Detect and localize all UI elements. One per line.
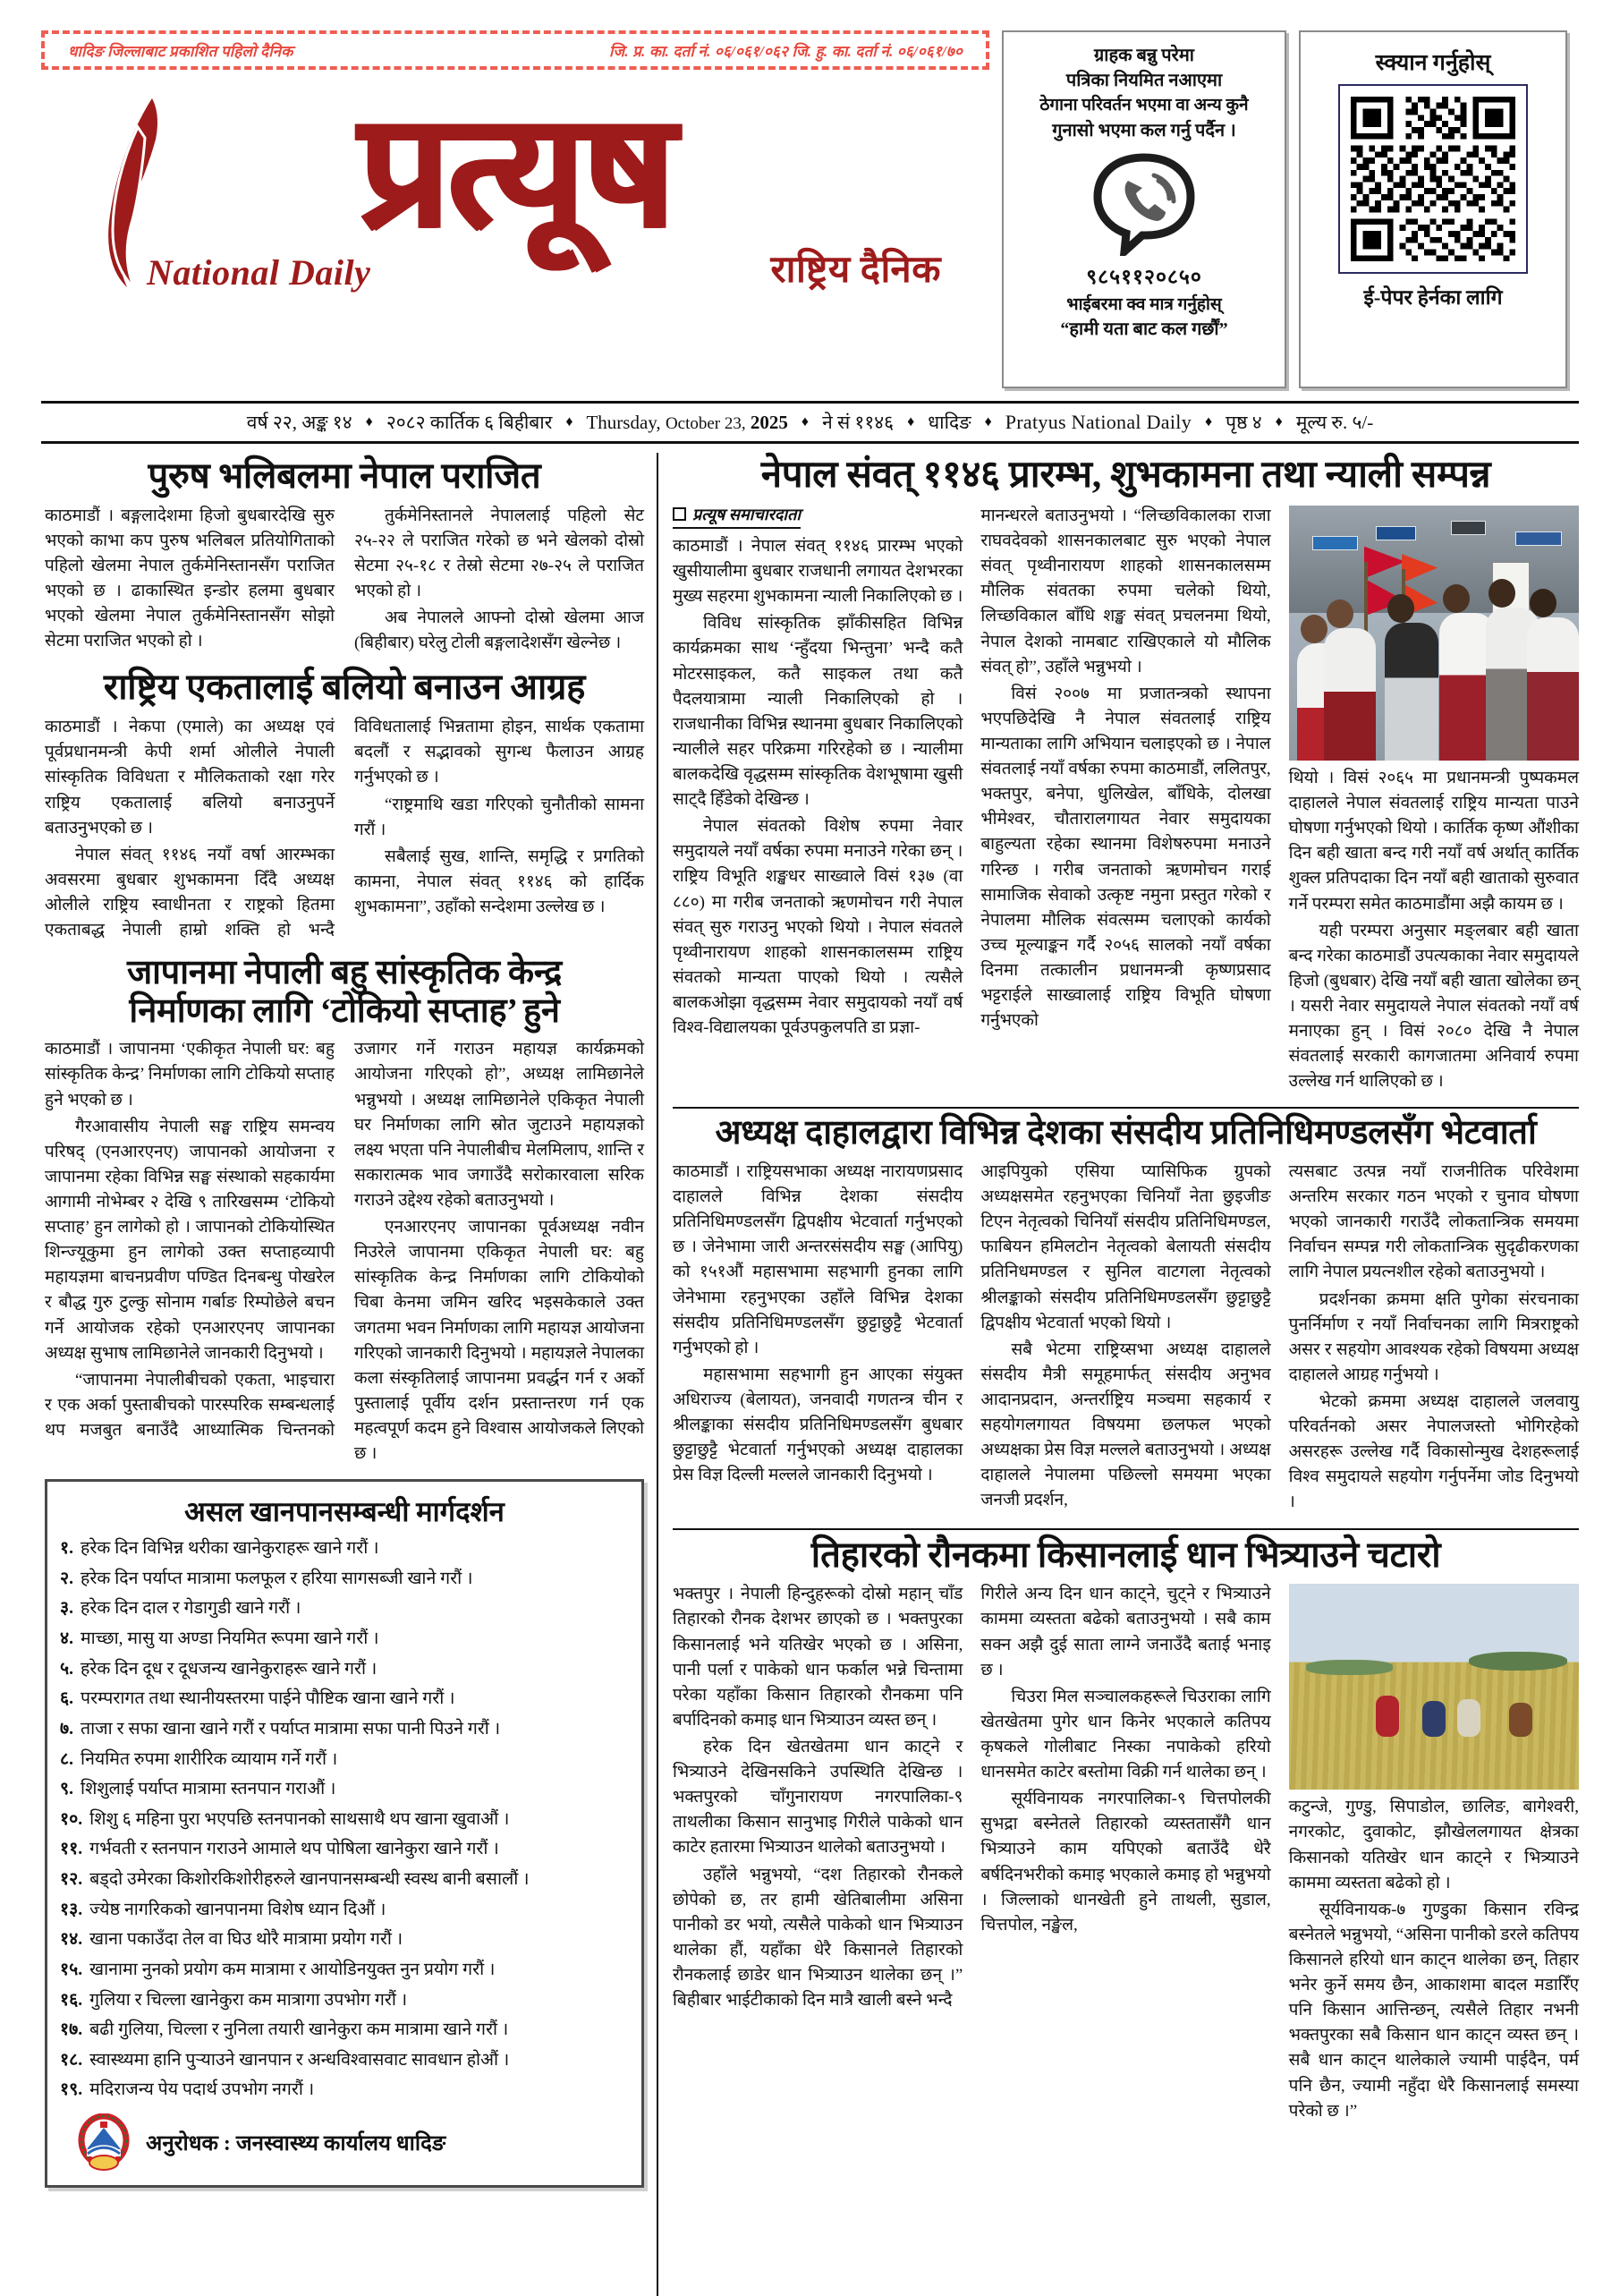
article-volleyball[interactable] <box>45 456 644 657</box>
photo-detail <box>1376 526 1416 540</box>
health-box-footer-text: अनुरोधक : जनस्वास्थ्य कार्यालय धादिङ <box>146 2132 446 2156</box>
photo-detail <box>1385 623 1438 761</box>
photo-detail <box>1422 1701 1446 1737</box>
paddy-harvest-field-photo <box>1289 1584 1579 1790</box>
article-national-unity-headline: राष्ट्रिय एकतालाई बलियो बनाउन आग्रह <box>103 667 586 708</box>
paragraph: अब नेपालले आफ्नो दोस्रो खेलमा आज (बिहीबार) घरेलु टोली बङ्गलादेशसँग खेल्नेछ । <box>354 608 644 653</box>
paragraph: सूर्यविनायक नगरपालिका-९ चित्तपोलकी सुभद्रा बस्नेतले तिहारको व्यस्ततासँगै धान भित्र्याउने काम यपिएको बताउँदै धेरै बर्षदिनभरीको कमाइ भएकाले कमाइ हो भन्नुभयो । जिल्लाको धानखेती हुने ताथली, सुडाल, चित्तपोल, नङ्खेल, <box>980 1790 1271 1935</box>
item-text: शिशुलाई पर्याप्त मात्रामा स्तनपान गराऔं । <box>81 1780 336 1799</box>
qr-code-icon[interactable] <box>1338 84 1528 274</box>
item-text: गुलिया र चिल्ला खानेकुरा कम मात्रागा उपभोग गरौं । <box>89 1990 408 2010</box>
article-dahal-meetings[interactable] <box>673 1107 1579 1517</box>
health-box-title: असल खानपानसम्बन्धी मार्गदर्शन <box>184 1496 505 1528</box>
paragraph: काठमाडौं । जापानमा ‘एकीकृत नेपाली घर: बहु सांस्कृतिक केन्द्र’ निर्माणका लागि टोकियो सप्ताह हुने भएको छ । <box>45 1040 335 1110</box>
list-item <box>60 1597 629 1620</box>
article-dahal-body <box>673 1160 1579 1518</box>
subscribe-box <box>1002 30 1286 388</box>
list-item <box>60 2049 629 2072</box>
list-item <box>60 1928 629 1952</box>
list-item <box>60 1959 629 1982</box>
logo-wrap <box>41 70 989 320</box>
english-weekday: Thursday, <box>586 411 661 433</box>
paragraph: मानन्धरले बताउनुभयो । “लिच्छविकालका राजा राघवदेवको शासनकालबाट सुरु भएको नेपाल संवत् पृथ्वीनारायण शाहको शासनकालसम्म मौलिक संवतका रुपमा चलेको थियो, लिच्छविकाल बाँधि शङ्ख संवत् प्रचलनमा थियो, नेपाल देशको नामबाट राखिएकाले यो मौलिक संवत् हो”, उहाँले भन्नुभयो । <box>980 506 1271 676</box>
subscribe-quote: “हामी यता बाट कल गर्छौं” <box>1060 319 1228 340</box>
lead-col-b <box>980 504 1270 1096</box>
article-tokyo-week[interactable] <box>45 954 644 1467</box>
list-item <box>60 1868 629 1892</box>
item-number: ८. <box>60 1749 74 1769</box>
paragraph: “जापानमा नेपालीबीचको एकता, भाइचारा र एक अर्का पुस्ताबीचको पारस्परिक सम्बन्धलाई थप मजबुत बनाउँदै आध्यात्मिक चिन्तनको उजागर गर्ने गराउन महायज्ञ कार्यक्रमको आयोजना गरिएको हो”, अध्यक्ष लामिछानेले भन्नुभयो । अध्यक्ष लामिछानेले एकिकृत नेपाली घर निर्माणका लागि स्रोत जुटाउने महायज्ञको लक्ष्य भएता पनि नेपालीबीच मेलमिलाप, शान्ति र सकारात्मक भाव जगाउँदै सरोकारवाला सरिक गराउने उद्देश्य रहेको बताउनुभयो । <box>45 1040 644 1440</box>
dahal-col-c <box>1289 1160 1579 1518</box>
logo-nepali-subtitle: राष्ट्रिय दैनिक <box>770 250 941 292</box>
photo-detail <box>1327 600 1353 628</box>
item-text: मदिराजन्य पेय पदार्थ उपभोग नगरौं । <box>89 2080 315 2100</box>
item-number: ११. <box>60 1840 83 1859</box>
logo-english-subtitle: National Daily <box>147 252 371 293</box>
list-item <box>60 1808 629 1832</box>
list-item <box>60 1899 629 1922</box>
item-text: गर्भवती र स्तनपान गराउने आमाले थप पोषिला खानेकुरा खाने गरौं । <box>89 1840 499 1859</box>
photo-detail <box>1387 594 1414 623</box>
paragraph: भेटको क्रममा अध्यक्ष दाहालले जलवायु परिवर्तनको असर नेपालजस्तो भोगिरहेको असरहरू उल्लेख गर्दै विकासोन्मुख देशहरूलाई विश्व समुदायले सहयोग गर्नुपर्नेमा जोड दिनुभयो । <box>1288 1391 1579 1512</box>
subscribe-line-4: गुनासो भएमा कल गर्नु पर्दैन । <box>1052 120 1236 140</box>
english-date: October 23, <box>665 413 746 433</box>
item-number: ५. <box>60 1659 74 1679</box>
photo-detail <box>1324 628 1376 761</box>
photo-detail <box>1312 536 1359 550</box>
health-box-footer <box>60 2113 629 2173</box>
paragraph: काठमाडौं । नेकपा (एमाले) का अध्यक्ष एवं पूर्वप्रधानमन्त्री केपी शर्मा ओलीले नेपाली सांस्कृतिक विविधता र मौलिकताको रक्षा गरेर राष्ट्रिय एकतालाई बलियो बनाउनुपर्ने बताउनुभएको छ । <box>45 718 335 838</box>
list-item <box>60 1688 629 1711</box>
qr-title: स्क्यान गर्नुहोस् <box>1375 51 1491 75</box>
nepal-government-emblem-icon <box>76 2113 131 2173</box>
subscribe-line-1: ग्राहक बन्नु परेमा <box>1094 46 1194 65</box>
list-item <box>60 1537 629 1560</box>
item-text: हरेक दिन विभिन्न थरीका खानेकुराहरू खाने गरौं । <box>81 1539 379 1559</box>
list-item <box>60 1658 629 1681</box>
article-nepal-sambat-body <box>673 504 1579 1096</box>
article-volleyball-body <box>45 504 644 658</box>
registration-right-text: जि. प्र. का. दर्ता नं. ०६/०६१/०६२ जि. हु. का. दर्ता नं. ०६/०६१/७० <box>608 42 963 60</box>
photo-detail <box>1451 521 1486 535</box>
item-number: २. <box>60 1569 74 1588</box>
photo-detail <box>1457 1699 1480 1737</box>
paragraph: गिरीले अन्य दिन धान काट्ने, चुट्ने र भित्र्याउने काममा व्यस्तता बढेको बताउनुभयो । सबै काम सक्न अझै दुई साता लाग्ने जनाउँदै बताई भनाइ छ । <box>980 1585 1271 1679</box>
dahal-col-b <box>980 1160 1270 1518</box>
diamond-separator-1: ♦ <box>365 414 373 429</box>
item-number: १९. <box>60 2080 83 2100</box>
paragraph: विविध सांस्कृतिक झाँकीसहित विभिन्न कार्यक्रमका साथ ‘न्हुँदया भिन्तुना’ भन्दै कतै मोटरसाइकल, कतै साइकल तथा कतै पैदलयात्रामा न्याली निकालिएको हो । राजधानीका विभिन्न स्थानमा बुधबार निकालिएको न्यालीले सहर परिक्रमा गरिरहेको छ । न्यालीमा बालकदेखि वृद्धसम्म सांस्कृतिक वेशभूषामा खुसी साट्दै हिँडेको देखिन्छ । <box>673 614 963 810</box>
nepal-sambat: ने सं ११४६ <box>822 412 895 433</box>
masthead-logo-area <box>41 30 989 388</box>
health-guidance-box <box>45 1479 644 2187</box>
subscribe-line-2: पत्रिका नियमित नआएमा <box>1065 71 1223 91</box>
logo-wordmark: प्रत्यूष <box>358 82 673 260</box>
photo-detail <box>1515 531 1562 546</box>
item-text: माच्छा, मासु या अण्डा नियमित रूपमा खाने गरौं । <box>81 1629 379 1649</box>
item-number: १४. <box>60 1930 83 1950</box>
item-number: १. <box>60 1539 74 1559</box>
article-tihar-headline: तिहारको रौनकमा किसानलाई धान भित्र्याउने चटारो <box>810 1534 1441 1575</box>
column-left <box>41 453 658 2296</box>
page-count: पृष्ठ ४ <box>1226 412 1262 433</box>
subscribe-line-3: ठेगाना परिवर्तन भएमा वा अन्य कुनै <box>1039 95 1249 115</box>
qr-caption: ई-पेपर हेर्नका लागि <box>1363 286 1503 309</box>
paragraph: काठमाडौं । राष्ट्रियसभाका अध्यक्ष नारायणप्रसाद दाहालले विभिन्न देशका संसदीय प्रतिनिधिमण्डलसँग द्विपक्षीय भेटवार्ता गर्नुभएको छ । जेनेभामा जारी अन्तरसंसदीय सङ्घ (आपियु) को १५१औं महासभामा सहभागी हुनका लागि जेनेभामा रहनुभएका उहाँले विभिन्न देशका संसदीय प्रतिनिधिमण्डलसँग छुट्टाछुट्टै भेटवार्ता गर्नुभएको हो । <box>673 1162 963 1357</box>
paragraph: उहाँले भन्नुभयो, “दश तिहारको रौनकले छोपेको छ, तर हामी खेतिबालीमा असिना पानीको डर भयो, त्यसैले पाकेको धान भित्र्याउन थालेका हौं, यहाँका धेरै किसानले तिहारको रौनकलाई छाडेर धान भित्र्याउन थालेका छन् ।” बिहीबार भाईटीकाको दिन मात्रै खाली बस्ने भन्दै <box>673 1865 963 2011</box>
list-item <box>60 1989 629 2012</box>
item-text: बड्दो उमेरका किशोरकिशोरीहरुले खानपानसम्बन्धी स्वस्थ बानी बसालौं । <box>89 1870 530 1890</box>
photo-detail <box>1469 1652 1567 1671</box>
item-number: १७. <box>60 2020 83 2040</box>
list-item <box>60 1748 629 1772</box>
health-guidance-list <box>60 1537 629 2102</box>
paragraph: सबैलाई सुख, शान्ति, समृद्धि र प्रगतिको कामना, नेपाल संवत् ११४६ को हार्दिक शुभकामना”, उहाँको सन्देशमा उल्लेख छ । <box>354 846 644 917</box>
nepal-sambat-parade-photo <box>1289 506 1579 761</box>
paragraph: तुर्कमेनिस्तानले नेपाललाई पहिलो सेट २५-२२ ले पराजित गरेको छ भने खेलको दोस्रो सेटमा २५-१८ र तेस्रो सेटमा २७-२५ ले पराजित भएको हो । <box>354 506 644 601</box>
paragraph: थियो । विसं २०६५ मा प्रधानमन्त्री पुष्पकमल दाहालले नेपाल संवतलाई राष्ट्रिय मान्यता पाउने घोषणा गर्नुभएको थियो । कार्तिक कृष्ण औंशीका दिन बही खाता बन्द गरी नयाँ वर्ष अर्थात् कार्तिक शुक्ल प्रतिपदाका दिन नयाँ बही खाताको सुरुवात गर्ने परम्परा समेत काठमाडौंमा अझै कायम छ । <box>1288 769 1579 914</box>
photo-detail <box>1509 1703 1532 1737</box>
subscribe-note: भाईबरमा क्व मात्र गर्नुहोस् <box>1066 295 1222 315</box>
item-number: १०. <box>60 1809 83 1829</box>
item-text: परम्परागत तथा स्थानीयस्तरमा पाईने पौष्टिक खाना खाने गरौं । <box>81 1689 455 1709</box>
article-tihar-paddy[interactable] <box>673 1528 1579 2126</box>
item-number: १८. <box>60 2050 83 2070</box>
item-number: ४. <box>60 1629 74 1649</box>
paragraph: नेपाल संवत् ११४६ नयाँ वर्षा आरम्भका अवसरमा बुधबार शुभकामना दिँदै अध्यक्ष ओलीले राष्ट्रिय स्वाधीनता र राष्ट्रको हितमा एकताबद्ध नेपाली हाम्रो शक्ति हो भन्दै विविधतालाई भिन्नतामा होइन, सार्थक एकतामा बदलौं र सद्भावको सुगन्ध फैलाउन आग्रह गर्नुभएको छ । <box>45 718 644 940</box>
diamond-separator-5: ♦ <box>984 414 992 429</box>
list-item <box>60 2019 629 2042</box>
headline-line-2: निर्माणका लागि ‘टोकियो सप्ताह’ हुने <box>129 991 560 1030</box>
list-item <box>60 1628 629 1651</box>
item-text: हरेक दिन दाल र गेडागुडी खाने गरौं । <box>81 1599 301 1619</box>
item-text: शिशु ६ महिना पुरा भएपछि स्तनपानको साथसाथै थप खाना खुवाऔं । <box>89 1809 510 1829</box>
item-number: १३. <box>60 1900 83 1919</box>
article-tokyo-week-body <box>45 1037 644 1467</box>
brand-name: Pratyus National Daily <box>1005 411 1192 433</box>
paragraph: त्यसबाट उत्पन्न नयाँ राजनीतिक परिवेशमा अन्तरिम सरकार गठन भएको र चुनाव घोषणा भएको जानकारी गराउँदै लोकतान्त्रिक समयमा निर्वाचन सम्पन्न गरी लोकतान्त्रिक सुदृढीकरणका लागि नेपाल प्रयत्नशील रहेको बताउनुभयो । <box>1288 1162 1579 1282</box>
paragraph: विसं २००७ मा प्रजातन्त्रको स्थापना भएपछिदेखि नै नेपाल संवतलाई राष्ट्रिय मान्यताका लागि अभियान चलाइएको छ । नेपाल संवतलाई नयाँ वर्षका रुपमा काठमाडौं, ललितपुर, भक्तपुर, बनेपा, धुलिखेल, बाँधिकेे, दोलखा भीमेश्वर, चौतारालगायत नेवार समुदायका बाहुल्यता रहेका स्थानमा विशेषरुपमा मनाउने गरिन्छ । गरीब जनताको ऋणमोचन गराई सामाजिक सेवाको उत्कृष्ट नमुना प्रस्तुत गरेको र नेपालमा मौलिक संवत्सम्म चलाएको कार्यको उच्च मूल्याङ्कन गर्दै २०५६ सालको नयाँ वर्षका दिनमा तत्कालीन प्रधानमन्त्री कृष्णप्रसाद भट्टराईले साख्वालाई राष्ट्रिय विभूति घोषणा गर्नुभएको <box>980 684 1271 1031</box>
item-text: ज्येष्ठ नागरिकको खानपानमा विशेष ध्यान दिऔं । <box>89 1900 386 1919</box>
paragraph: कटुन्जे, गुण्डु, सिपाडोल, छालिङ, बागेश्वरी, नगरकोट, दुवाकोट, झौखेललगायत क्षेत्रका किसानको यतिखेर धान काट्ने र भित्र्याउने काममा व्यस्तता बढेको हो । <box>1288 1798 1579 1892</box>
price: मूल्य रु. ५/- <box>1295 412 1374 433</box>
english-year: 2025 <box>750 411 788 433</box>
content-grid <box>41 453 1579 2296</box>
photo-detail <box>1530 589 1556 617</box>
paragraph: गैरआवासीय नेपाली सङ्घ राष्ट्रिय समन्वय परिषद् (एनआरएनए) जापानको आयोजना र जापानमा रहेका विभिन्न सङ्घ संस्थाको सहकार्यमा आगामी नोभेम्बर २ देखि ९ तारिखसम्म ‘टोकियो सप्ताह’ हुन लागेको हो । जापानको टोकियोस्थित शिन्ज्यूकुमा हुन लागेको उक्त सप्ताहव्यापी महायज्ञमा बाचनप्रवीण पण्डित दिनबन्धु पोखरेल र बौद्ध गुरु टुल्कु सोनाम गर्बाङ रिम्पोछेले बचन गर्ने आयोजक रहेको एनआरएनए जापानका अध्यक्ष सुभाष लामिछानेले जानकारी दिनुभयो । <box>45 1117 335 1363</box>
year-issue: वर्ष २२, अङ्क १४ <box>246 412 352 433</box>
item-text: खाना पकाउँदा तेल वा घिउ थोरै मात्रामा प्रयोग गरौं । <box>89 1930 403 1950</box>
photo-detail <box>1376 1696 1399 1737</box>
item-text: बढी गुलिया, चिल्ला र नुनिला तयारी खानेकुरा कम मात्रामा खाने गरौं । <box>89 2020 509 2040</box>
nepali-date: २०८२ कार्तिक ६ बिहीबार <box>386 412 553 433</box>
article-tokyo-week-headline <box>45 954 644 1030</box>
column-right-region <box>658 453 1579 2296</box>
tihar-col-b <box>980 1582 1270 2125</box>
dahal-col-a <box>673 1160 963 1518</box>
section-divider <box>673 1107 1579 1109</box>
english-date-group <box>576 412 797 434</box>
tihar-col-a <box>673 1582 963 2125</box>
date-bar <box>41 401 1579 444</box>
diamond-separator-2: ♦ <box>565 414 573 429</box>
item-text: स्वास्थ्यमा हानि पुऱ्याउने खानपान र अन्धविश्वासवाट सावधान होऔं । <box>89 2050 510 2070</box>
masthead <box>41 30 1579 388</box>
qr-box[interactable] <box>1299 30 1567 388</box>
item-number: ७. <box>60 1719 74 1739</box>
paragraph: “राष्ट्रमाथि खडा गरिएको चुनौतीको सामना गरौं । <box>354 795 644 839</box>
list-item <box>60 1568 629 1591</box>
item-text: हरेक दिन पर्याप्त मात्रामा फलफूल र हरिया सागसब्जी खाने गरौं । <box>81 1569 473 1588</box>
article-tihar-body <box>673 1582 1579 2125</box>
paragraph: प्रदर्शनका क्रममा क्षति पुगेका संरचनाका पुनर्निर्माण र नयाँ निर्वाचनका लागि मित्रराष्ट्रको असर र सहयोग आवश्यक रहेको विषयमा अध्यक्ष दाहालले आग्रह गर्नुभयो । <box>1288 1289 1579 1384</box>
paragraph: नेपाल संवतको विशेष रुपमा नेवार समुदायले नयाँ वर्षका रुपमा मनाउने गरेका छन् । राष्ट्रिय विभूति शङ्खधर साख्वाले विसं १३७ (वा ८८०) मा गरीब जनताको ऋणमोचन गरी नेपाल संवत् सुरु गराउनु भएको थियो । नेपाल संवतले पृथ्वीनारायण शाहको शासनकालसम्म राष्ट्रिय संवतको मान्यता पाएको थियो । त्यसैले बालकओझा वृद्धसम्म नेवार समुदायको नयाँ वर्ष विश्व-विद्यालयका पूर्वउपकुलपति डा प्रज्ञा- <box>673 817 963 1038</box>
paragraph: काठमाडौं । बङ्गलादेशमा हिजो बुधबारदेखि सुरु भएको काभा कप पुरुष भलिबल प्रतियोगिताको पहिलो खेलमा नेपाल तुर्कमेनिस्तानसँग पराजित भएको छ । ढाकास्थित इन्डोर हलमा बुधबार भएको खेलमा नेपाल तुर्कमेनिस्तानसँग सोझो सेटमा पराजित भएको हो । <box>45 506 335 651</box>
article-national-unity[interactable] <box>45 668 644 943</box>
item-number: ३. <box>60 1599 74 1619</box>
list-item <box>60 1838 629 1861</box>
paragraph: भक्तपुर । नेपाली हिन्दुहरूको दोस्रो महान् चाँड तिहारको रौनक देशभर छाएको छ । भक्तपुरका किसानलाई भने यतिखेर भएको छ । असिना, पानी पर्ला र पाकेको धान फर्काल भन्ने चिन्तामा परेका यहाँका किसान तिहारको रौनकमा पनि बर्पादिनको कमाइ धान भित्र्याउन व्यस्त छन् । <box>673 1585 963 1730</box>
paragraph: चिउरा मिल सञ्चालकहरूले चिउराका लागि खेतखेतमा पुगेर धान किनेर भएकाले कतिपय कृषकले गोलीबाट निस्का नपाकेको हरियो धानसमेत काटेर बस्तोमा विक्री गर्न थालेका छन् । <box>980 1687 1271 1782</box>
article-nepal-sambat-headline: नेपाल संवत् ११४६ प्रारम्भ, शुभकामना तथा न्याली सम्पन्न <box>760 455 1491 496</box>
item-number: १२. <box>60 1870 83 1890</box>
item-number: १५. <box>60 1960 83 1979</box>
lead-col-a <box>673 504 963 1096</box>
paragraph: महासभामा सहभागी हुन आएका संयुक्त अधिराज्य (बेलायत), जनवादी गणतन्त्र चीन र श्रीलङ्काका संसदीय प्रतिनिधिमण्डलसँग बुधबार छुट्टाछुट्टै भेटवार्ता गर्नुभएको अध्यक्ष दाहालका प्रेस विज्ञ दिल्ली मल्लले जानकारी दिनुभयो । <box>673 1365 963 1485</box>
article-nepal-sambat-lead[interactable] <box>673 455 1579 1096</box>
paragraph: सबै भेटमा राष्ट्रिय्सभा अध्यक्ष दाहालले संसदीय मैत्री समूहमार्फत् संसदीय अनुभव आदानप्रदान, अन्तर्राष्ट्रिय मञ्चमा सहकार्य र सहयोगलगायत विषयमा छलफल भएको अध्यक्षका प्रेस विज्ञ मल्लले बताउनुभयो । अध्यक्ष दाहालले नेपालमा पछिल्लो समयमा भएका जनजी प्रदर्शन, <box>980 1339 1271 1510</box>
subscribe-phone-number: ९८५११२०८५० <box>1086 266 1202 289</box>
byline <box>673 504 801 529</box>
article-national-unity-body <box>45 715 644 943</box>
item-text: ताजा र सफा खाना खाने गरौं र पर्याप्त मात्रामा सफा पानी पिउने गरौं । <box>81 1719 501 1739</box>
item-number: ६. <box>60 1689 74 1709</box>
paragraph: आइपियुको एसिया प्यासिफिक ग्रुपको अध्यक्षसमेत रहनुभएका चिनियाँ नेता छुइजीङ टिएन नेतृत्वको चिनियाँ संसदीय प्रतिनिधिमण्डल, फाबियन हमिलटोन नेतृत्वको बेलायती संसदीय प्रतिनिधमण्डल र सुनिल वाटगला नेतृत्वको श्रीलङ्काको संसदीय प्रतिनिधिमण्डलसँग छुट्टाछुट्टै द्विपक्षीय भेटवार्ता भएको थियो । <box>980 1162 1271 1332</box>
photo-detail <box>1301 615 1327 643</box>
item-text: खानामा नुनको प्रयोग कम मात्रामा र आयोडिनयुक्त नुन प्रयोग गरौं । <box>89 1960 496 1979</box>
paragraph: यही परम्परा अनुसार मङ्लबार बही खाता बन्द गरेका काठमाडौं उपत्यकाका नेवार समुदायले हिजो (बुधबार) देखि नयाँ बही खाता खोलेका छन् । यसरी नेवार समुदायले नेपाल संवतको नयाँ वर्ष मनाएका हुन् । विसं २०८० देखि नै नेपाल संवतलाई सरकारी कागजातमा अनिवार्य रुपमा उल्लेख गर्न थालिएको छ । <box>1288 921 1579 1092</box>
section-divider <box>673 1528 1579 1530</box>
photo-detail <box>1527 617 1579 761</box>
photo-detail <box>1306 1660 1393 1674</box>
lead-col-c <box>1289 504 1579 1096</box>
item-number: ९. <box>60 1780 74 1799</box>
diamond-separator-3: ♦ <box>801 414 810 429</box>
byline-text: प्रत्यूष समाचारदाता <box>692 506 801 524</box>
square-bullet-icon <box>673 507 686 521</box>
diamond-separator-7: ♦ <box>1275 414 1283 429</box>
article-dahal-headline: अध्यक्ष दाहालद्वारा विभिन्न देशका संसदीय प्रतिनिधिमण्डलसँग भेटवार्ता <box>715 1114 1537 1152</box>
diamond-separator-6: ♦ <box>1205 414 1213 429</box>
list-item <box>60 1718 629 1741</box>
diamond-separator-4: ♦ <box>907 414 915 429</box>
paragraph: सूर्यविनायक-७ गुण्डुका किसान रविन्द्र बस्नेतले भन्नुभयो, “असिना पानीको डरले कतिपय किसानले हरियो धान काट्न थालेका छन्, तिहार भनेर कुर्ने समय छैन, आकाशमा बादल मडारिँए पनि किसान आत्तिन्छन्, त्यसैले तिहार नभनी भक्तपुरका सबै किसान धान काट्न व्यस्त छन् । सबै धान काट्न थालेकाले ज्यामी पाईदैन, पर्म पनि छैन, ज्यामी नहुँदा धेरै किसानलाई समस्या परेको छ ।” <box>1288 1900 1579 2121</box>
article-volleyball-headline: पुरुष भलिबलमा नेपाल पराजित <box>148 455 541 496</box>
paragraph: हरेक दिन खेतखेतमा धान काट्ने र भित्र्याउने देखिनसकिने उपस्थिति देखिन्छ । भक्तपुरको चाँगुनारायण नगरपालिका-९ ताथलीका किसान सानुभाइ गिरीले पाकेको धान काटेर हतारमा भित्र्याउन थालेको बताउनुभयो । <box>673 1737 963 1858</box>
item-number: १६. <box>60 1990 83 2010</box>
tihar-col-c <box>1289 1582 1579 2125</box>
phone-bubble-icon <box>1090 150 1198 256</box>
registration-strip <box>41 30 989 70</box>
photo-detail <box>1443 584 1470 613</box>
item-text: हरेक दिन दूध र दूधजन्य खानेकुराहरू खाने गरौं । <box>81 1659 377 1679</box>
place: धादिङ <box>928 412 971 433</box>
list-item <box>60 2079 629 2102</box>
paragraph: एनआरएनए जापानका पूर्वअध्यक्ष नवीन निउरेले जापानमा एकिकृत नेपाली घर: बहु सांस्कृतिक केन्द्र निर्माणका लागि टोकियोको चिबा केनमा जमिन खरिद भइसकेकाले उक्त जगतमा भवन निर्माणका लागि महायज्ञ आयोजना गरिएको जानकारी दिनुभयो । महायज्ञले नेपालका कला संस्कृतिलाई जापानमा प्रवर्द्धन गर्न र अर्को पुस्तालाई पूर्वीय दर्शन प्रस्तान्तरण गर्न एक महत्वपूर्ण कदम हुने विश्वास आयोजकले लिएको छ । <box>354 1218 644 1464</box>
list-item <box>60 1778 629 1801</box>
item-text: नियमित रुपमा शारीरिक व्यायाम गर्ने गरौं । <box>81 1749 338 1769</box>
paragraph: काठमाडौं । नेपाल संवत् ११४६ प्रारम्भ भएको खुसीयालीमा बुधबार राजधानी लगायत देशभरका मुख्य सहरमा शुभकामना न्याली निकालिएको छ । <box>673 537 963 607</box>
headline-line-1: जापानमा नेपाली बहु सांस्कृतिक केन्द्र <box>126 954 563 992</box>
registration-left-text: धादिङ जिल्लाबाट प्रकाशित पहिलो दैनिक <box>68 42 293 60</box>
